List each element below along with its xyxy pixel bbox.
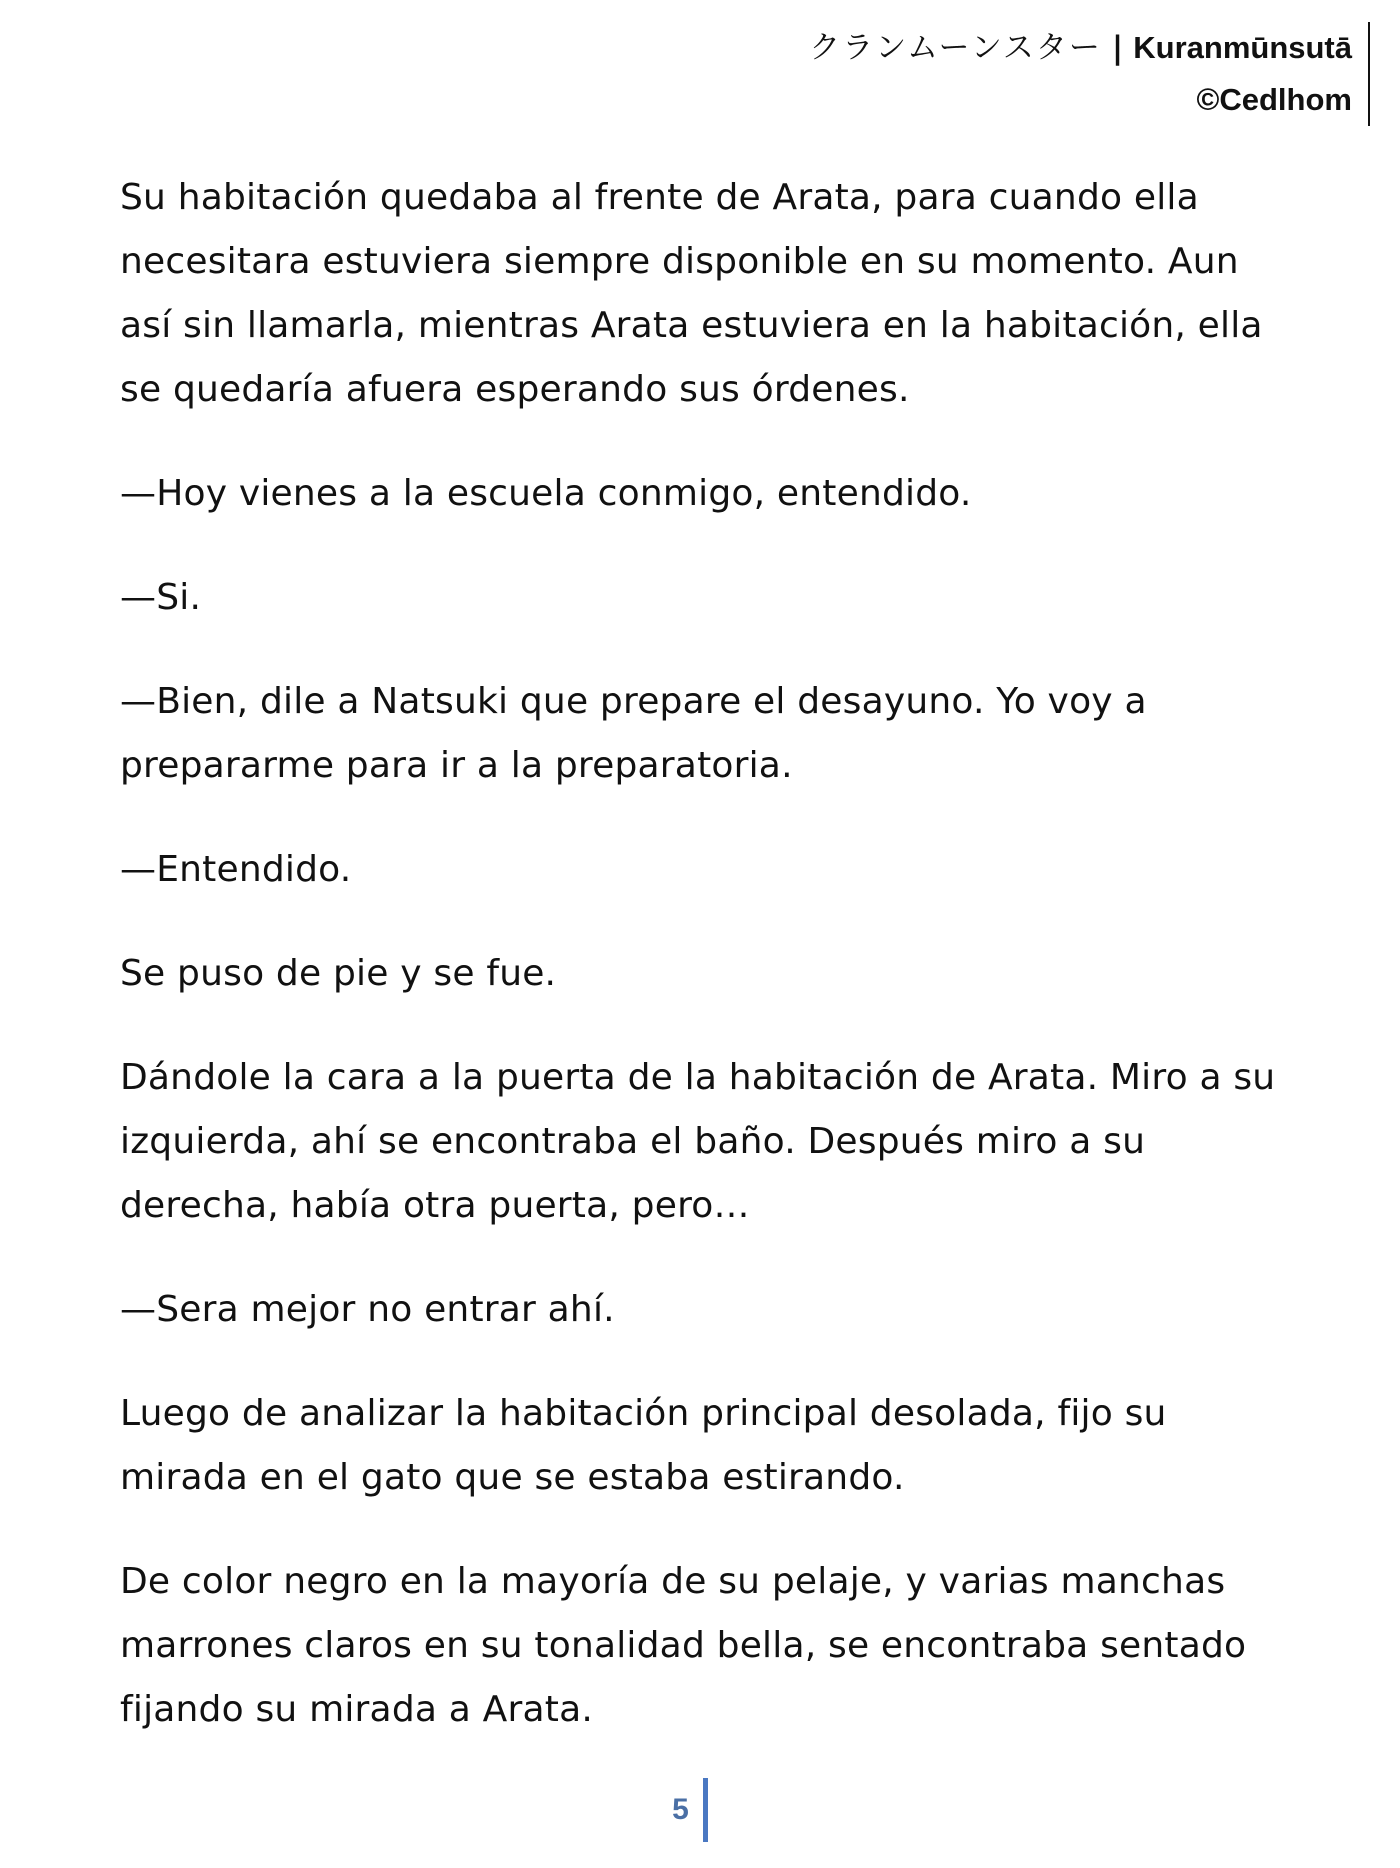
dialogue-line: —Si.: [120, 577, 202, 618]
copyright-notice: ©Cedlhom: [1196, 82, 1352, 117]
page-number: 5: [672, 1778, 708, 1842]
japanese-title: クランムーンスター: [809, 30, 1102, 66]
paragraph: Su habitación quedaba al frente de Arata, para cuando ella necesitara estuviera siempre disponible en su momento. Aun así sin llamarla, mientras Arata estuviera en la habitación, ella se quedaría afuera esperando sus órdenes.: [120, 177, 1263, 410]
dialogue-line: —Hoy vienes a la escuela conmigo, entendido.: [120, 473, 972, 514]
header-separator: |: [1111, 30, 1124, 66]
paragraph: Dándole la cara a la puerta de la habitación de Arata. Miro a su izquierda, ahí se encontraba el baño. Después miro a su derecha, había otra puerta, pero…: [120, 1057, 1276, 1226]
romanized-title: Kuranmūnsutā: [1133, 30, 1352, 65]
dialogue-line: —Entendido.: [120, 849, 352, 890]
header-title-line: [809, 22, 1352, 74]
paragraph: De color negro en la mayoría de su pelaje, y varias manchas marrones claros en su tonalidad bella, se encontraba sentado fijando su mirada a Arata.: [120, 1561, 1247, 1730]
page-body: [120, 166, 1300, 1782]
paragraph: Se puso de pie y se fue.: [120, 953, 557, 994]
page-footer: [0, 1778, 1400, 1842]
dialogue-line: —Sera mejor no entrar ahí.: [120, 1289, 615, 1330]
paragraph: Luego de analizar la habitación principal desolada, fijo su mirada en el gato que se estaba estirando.: [120, 1393, 1167, 1498]
dialogue-line: —Bien, dile a Natsuki que prepare el desayuno. Yo voy a prepararme para ir a la preparatoria.: [120, 681, 1147, 786]
page-header: [809, 22, 1370, 126]
